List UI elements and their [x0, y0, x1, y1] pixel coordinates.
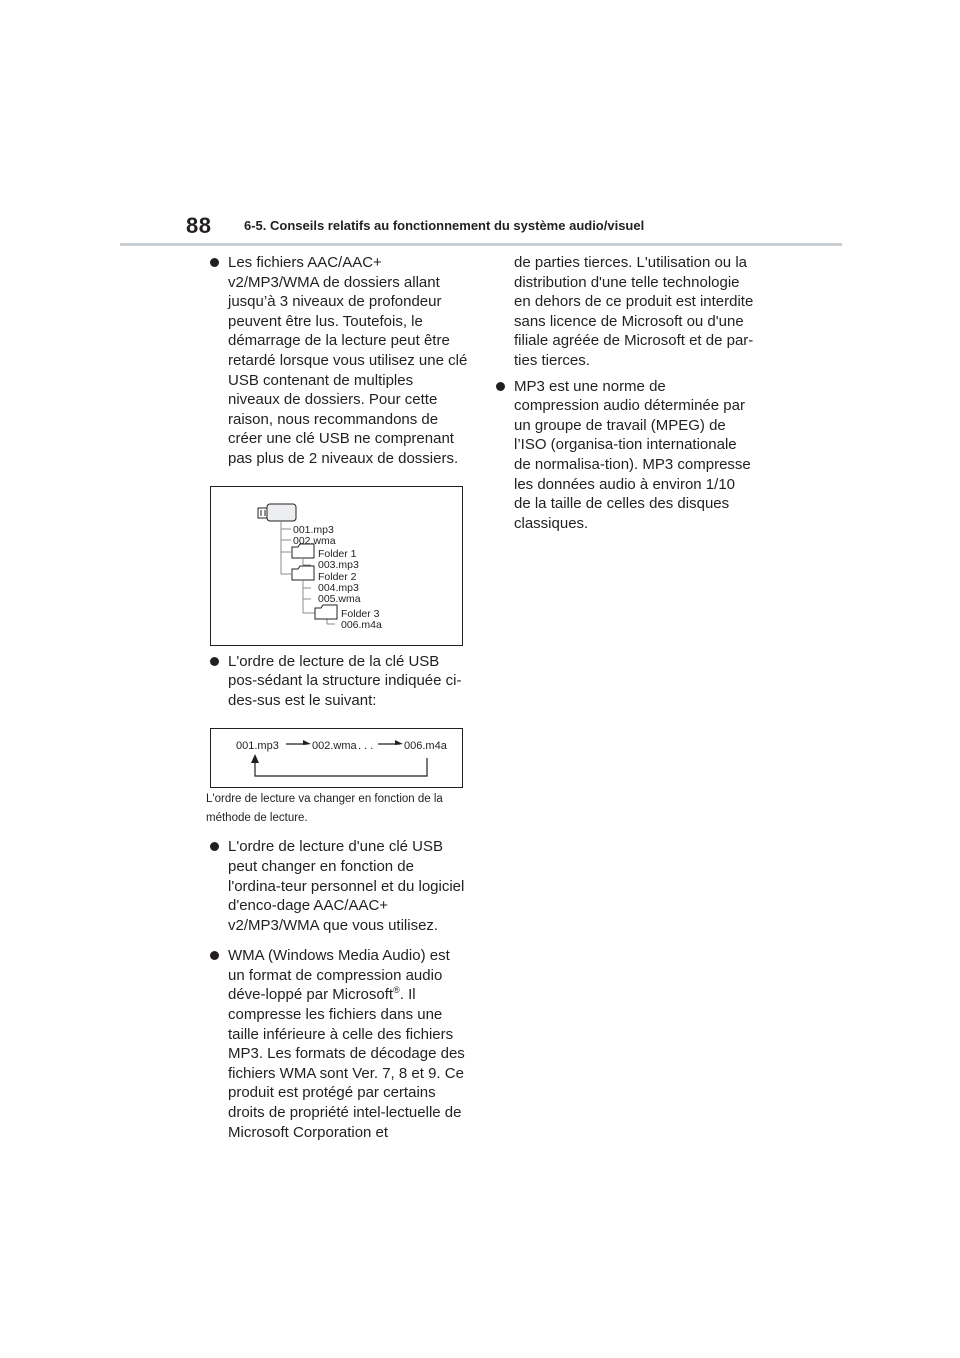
arrow-right-icon — [286, 740, 311, 745]
bullet-dot-icon — [210, 258, 219, 267]
order-last: 006.m4a — [404, 740, 447, 753]
header-rule — [120, 243, 842, 246]
usb-stick-icon — [258, 504, 296, 521]
bullet-wma — [206, 946, 468, 1142]
folder-tree-figure — [210, 486, 463, 646]
page-number: 88 — [186, 213, 212, 238]
bullet-playback-order-text: L'ordre de lecture de la clé USB pos-sédant la structure indiquée ci-des-sus est le suivant: — [228, 652, 462, 709]
folder-1-label: Folder 1 — [318, 547, 357, 560]
bullet-folder-depth-text: Les fichiers AAC/AAC+ v2/MP3/WMA de dossiers allant jusqu’à 3 niveaux de profondeur peuvent être lus. Toutefois, le démarrage de la lecture peut être retardé lorsque vous utilisez une clé USB contenant de multiples niveaux de dossiers. Pour cette raison, nous recommandons de créer une clé USB ne comprenant pas plus de 2 niveaux de dossiers. — [228, 254, 468, 467]
playback-note: L'ordre de lecture va changer en fonction de la méthode de lecture. — [206, 793, 443, 825]
bullet-mp3 — [492, 377, 754, 534]
bullet-folder-depth — [206, 253, 468, 469]
loop-back-arrow — [255, 758, 427, 776]
file-006-m4a: 006.m4a — [341, 618, 382, 631]
left-column — [206, 253, 468, 1142]
bullet-wma-text-2: . Il compresse les fichiers dans une taille inférieure à celle des fichiers MP3. Les formats de décodage des fichiers WMA sont Ver. 7, 8 et 9. Ce produit est protégé par certains droits de propriété intel-lectuelle de Microsoft Corporation et — [228, 986, 465, 1141]
bullet-encoder — [206, 837, 468, 935]
bullet-wma-text-1: WMA (Windows Media Audio) est un format de compression audio déve-loppé par Microsoft — [228, 947, 450, 1004]
folder-2-label: Folder 2 — [318, 570, 357, 583]
bullet-dot-icon — [210, 951, 219, 960]
folder-2-icon — [292, 566, 314, 580]
folder-3-label: Folder 3 — [341, 607, 380, 620]
right-column — [492, 253, 754, 533]
bullet-dot-icon — [496, 382, 505, 391]
file-004-mp3: 004.mp3 — [318, 581, 359, 594]
bullet-playback-order — [206, 652, 468, 711]
bullet-dot-icon — [210, 842, 219, 851]
order-ellipsis: . . . — [358, 740, 374, 753]
file-003-mp3: 003.mp3 — [318, 558, 359, 571]
order-second: 002.wma — [312, 740, 357, 753]
section-title: 6-5. Conseils relatifs au fonctionnement du système audio/visuel — [244, 218, 645, 233]
registered-mark: ® — [393, 985, 400, 996]
playback-order-figure — [210, 728, 463, 788]
folder-tree-diagram — [211, 487, 462, 645]
file-005-wma: 005.wma — [318, 592, 361, 605]
wma-continuation: de parties tierces. L'utilisation ou la distribution d'une telle technologie en dehors de ce produit est interdite sans licence de Microsoft ou d'une filiale agréée de Microsoft et de par-ties tierces. — [514, 254, 754, 369]
file-002-wma: 002.wma — [293, 534, 336, 547]
order-first: 001.mp3 — [236, 740, 279, 753]
bullet-encoder-text: L'ordre de lecture d'une clé USB peut changer en fonction de l'ordina-teur personnel et du logiciel d'enco-dage AAC/AAC+ v2/MP3/WMA que vous utilisez. — [228, 838, 465, 934]
file-001-mp3: 001.mp3 — [293, 523, 334, 536]
playback-order-diagram — [211, 729, 462, 787]
bullet-dot-icon — [210, 657, 219, 666]
arrow-right-icon — [378, 740, 403, 745]
bullet-mp3-text: MP3 est une norme de compression audio déterminée par un groupe de travail (MPEG) de l’ISO (organisa-tion internationale de normalisa-tion). MP3 compresse les données audio à environ 1/10 de la taille de celles des disques classiques. — [514, 377, 751, 532]
folder-3-icon — [315, 605, 337, 619]
arrow-up-icon — [251, 754, 259, 763]
